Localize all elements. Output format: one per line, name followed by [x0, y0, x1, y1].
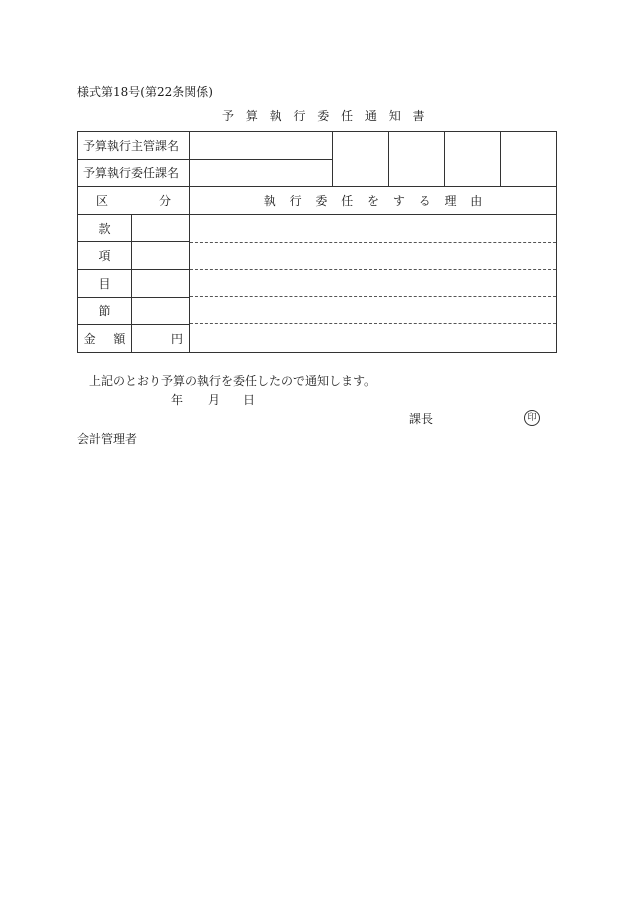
- stamp-box-4[interactable]: [501, 132, 557, 187]
- row-kan-field[interactable]: [132, 214, 190, 242]
- row-kan: [78, 214, 557, 242]
- main-section-field[interactable]: [190, 132, 333, 160]
- notice-text: 上記のとおり予算の執行を委任したので通知します。: [89, 374, 377, 388]
- main-section-row: [78, 132, 557, 160]
- stamp-box-1[interactable]: [333, 132, 389, 187]
- row-amount-label: 金 額: [78, 325, 132, 353]
- row-moku-label: 目: [78, 269, 132, 297]
- classification-right: 分: [159, 193, 172, 208]
- row-amount-field[interactable]: [132, 325, 190, 353]
- seal-icon: 印: [524, 410, 540, 426]
- row-setsu-label: 節: [78, 297, 132, 325]
- stamp-box-2[interactable]: [389, 132, 445, 187]
- main-section-label: 予算執行主管課名: [78, 132, 190, 160]
- row-kan-label: 款: [78, 214, 132, 242]
- row-moku-field[interactable]: [132, 269, 190, 297]
- header-row: [78, 187, 557, 215]
- classification-left: 区: [96, 193, 109, 208]
- row-setsu-field[interactable]: [132, 297, 190, 325]
- budget-delegation-table: [77, 131, 557, 353]
- date-year: 年: [171, 393, 184, 407]
- delegate-section-label: 予算執行委任課名: [78, 159, 190, 187]
- recipient: 会計管理者: [77, 432, 138, 446]
- chief-label: 課長: [409, 412, 434, 426]
- date-day: 日: [243, 393, 256, 407]
- date-month: 月: [208, 393, 221, 407]
- reason-field[interactable]: [190, 214, 557, 352]
- stamp-box-3[interactable]: [445, 132, 501, 187]
- amount-unit: 円: [171, 331, 184, 346]
- row-kou-label: 項: [78, 242, 132, 270]
- form-title: 予 算 執 行 委 任 通 知 書: [222, 109, 425, 123]
- delegate-section-field[interactable]: [190, 159, 333, 187]
- classification-header: [78, 187, 190, 215]
- form-number: 様式第18号(第22条関係): [77, 85, 213, 99]
- reason-header: 執 行 委 任 を す る 理 由: [190, 187, 557, 215]
- row-kou-field[interactable]: [132, 242, 190, 270]
